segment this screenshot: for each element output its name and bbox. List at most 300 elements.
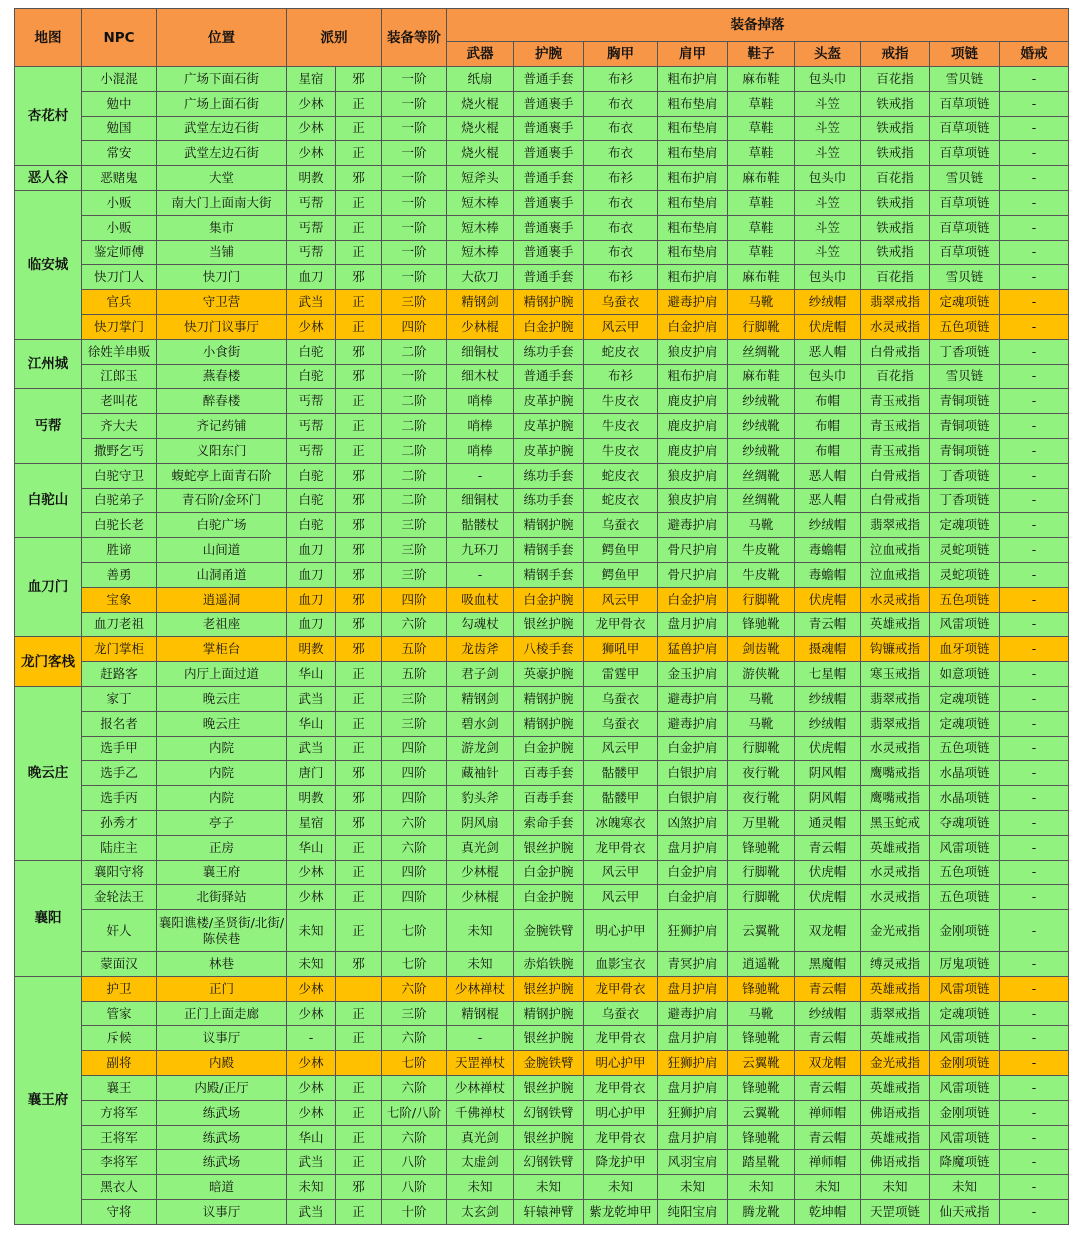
drop-ring-cell: 水灵戒指: [861, 736, 930, 761]
alignment-cell: 邪: [336, 562, 382, 587]
drop-helmet-cell: 双龙帽: [795, 910, 861, 952]
drop-chest-cell: 蛇皮衣: [584, 463, 658, 488]
equip-level-cell: 六阶: [382, 835, 447, 860]
drop-wedding-ring-cell: -: [1000, 1175, 1069, 1200]
table-row: [15, 67, 1069, 92]
sect-cell: 少林: [287, 885, 336, 910]
drop-shoes-cell: 麻布鞋: [728, 166, 795, 191]
drop-helmet-cell: 青云帽: [795, 976, 861, 1001]
drop-shoes-cell: 夜行靴: [728, 761, 795, 786]
drop-bracer-cell: 普通裹手: [514, 116, 584, 141]
location-cell: 广场上面石街: [157, 91, 287, 116]
location-cell: 广场下面石街: [157, 67, 287, 92]
drop-shoes-cell: 草鞋: [728, 141, 795, 166]
alignment-cell: 邪: [336, 166, 382, 191]
equip-level-cell: 一阶: [382, 364, 447, 389]
alignment-cell: 正: [336, 240, 382, 265]
drop-bracer-cell: 英豪护腕: [514, 662, 584, 687]
alignment-cell: 正: [336, 414, 382, 439]
drop-wedding-ring-cell: -: [1000, 438, 1069, 463]
drop-necklace-cell: 青铜项链: [930, 438, 1000, 463]
drop-shoes-cell: 剑齿靴: [728, 637, 795, 662]
drop-weapon-cell: 阴风扇: [447, 810, 514, 835]
drop-shoulder-cell: 避毒护肩: [658, 290, 728, 315]
drop-shoes-cell: 马靴: [728, 290, 795, 315]
drop-helmet-cell: 纱绒帽: [795, 711, 861, 736]
location-cell: 武堂左边石街: [157, 116, 287, 141]
drop-ring-cell: 英雄戒指: [861, 835, 930, 860]
drop-helmet-cell: 乾坤帽: [795, 1200, 861, 1225]
drop-chest-cell: 未知: [584, 1175, 658, 1200]
table-row: [15, 1001, 1069, 1026]
equip-level-cell: 十阶: [382, 1200, 447, 1225]
alignment-cell: 邪: [336, 1175, 382, 1200]
npc-name-cell: 勉国: [82, 116, 157, 141]
drop-weapon-cell: 精钢剑: [447, 686, 514, 711]
drop-wedding-ring-cell: -: [1000, 637, 1069, 662]
header-npc: NPC: [82, 9, 157, 67]
drop-chest-cell: 风云甲: [584, 885, 658, 910]
table-row: [15, 438, 1069, 463]
table-row: [15, 1026, 1069, 1051]
equip-level-cell: 六阶: [382, 976, 447, 1001]
drop-bracer-cell: 金腕铁臂: [514, 910, 584, 952]
drop-ring-cell: 钩镰戒指: [861, 637, 930, 662]
table-row: [15, 488, 1069, 513]
drop-chest-cell: 布衣: [584, 116, 658, 141]
map-name-cell: 临安城: [15, 190, 82, 339]
table-row: [15, 860, 1069, 885]
location-cell: 林巷: [157, 952, 287, 977]
drop-shoulder-cell: 未知: [658, 1175, 728, 1200]
drop-shoulder-cell: 白金护肩: [658, 587, 728, 612]
drop-wedding-ring-cell: -: [1000, 265, 1069, 290]
drop-shoes-cell: 云翼靴: [728, 910, 795, 952]
drop-bracer-cell: 幻钢铁臂: [514, 1100, 584, 1125]
alignment-cell: 正: [336, 1125, 382, 1150]
drop-chest-cell: 紫龙乾坤甲: [584, 1200, 658, 1225]
drop-bracer-cell: 银丝护腕: [514, 976, 584, 1001]
drop-necklace-cell: 金刚项链: [930, 1100, 1000, 1125]
drop-wedding-ring-cell: -: [1000, 513, 1069, 538]
drop-chest-cell: 风云甲: [584, 860, 658, 885]
drop-helmet-cell: 青云帽: [795, 1125, 861, 1150]
location-cell: 山洞甬道: [157, 562, 287, 587]
drop-helmet-cell: 布帽: [795, 389, 861, 414]
drop-necklace-cell: 降魔项链: [930, 1150, 1000, 1175]
equip-level-cell: 六阶: [382, 1076, 447, 1101]
drop-weapon-cell: 大砍刀: [447, 265, 514, 290]
drop-ring-cell: 英雄戒指: [861, 1076, 930, 1101]
equip-level-cell: 一阶: [382, 166, 447, 191]
header-location: 位置: [157, 9, 287, 67]
drop-wedding-ring-cell: -: [1000, 711, 1069, 736]
drop-chest-cell: 鳄鱼甲: [584, 538, 658, 563]
sect-cell: 血刀: [287, 562, 336, 587]
drop-weapon-cell: 未知: [447, 952, 514, 977]
npc-name-cell: 选手丙: [82, 786, 157, 811]
drop-shoes-cell: 马靴: [728, 1001, 795, 1026]
sect-cell: 武当: [287, 686, 336, 711]
table-row: [15, 339, 1069, 364]
drop-helmet-cell: 青云帽: [795, 612, 861, 637]
map-name-cell: 龙门客栈: [15, 637, 82, 687]
drop-weapon-cell: 未知: [447, 910, 514, 952]
drop-shoes-cell: 纱绒靴: [728, 438, 795, 463]
table-row: [15, 414, 1069, 439]
drop-bracer-cell: 练功手套: [514, 463, 584, 488]
drop-wedding-ring-cell: -: [1000, 1150, 1069, 1175]
npc-name-cell: 白驼长老: [82, 513, 157, 538]
location-cell: 逍遥洞: [157, 587, 287, 612]
alignment-cell: 正: [336, 835, 382, 860]
drop-necklace-cell: 雪贝链: [930, 265, 1000, 290]
drop-bracer-cell: 普通裹手: [514, 240, 584, 265]
npc-name-cell: 江郎玉: [82, 364, 157, 389]
equip-level-cell: 四阶: [382, 587, 447, 612]
drop-wedding-ring-cell: -: [1000, 414, 1069, 439]
drop-chest-cell: 风云甲: [584, 314, 658, 339]
drop-chest-cell: 降龙护甲: [584, 1150, 658, 1175]
drop-ring-cell: 百花指: [861, 67, 930, 92]
equip-level-cell: 一阶: [382, 91, 447, 116]
alignment-cell: 正: [336, 314, 382, 339]
npc-name-cell: 老叫花: [82, 389, 157, 414]
location-cell: 武堂左边石街: [157, 141, 287, 166]
drop-wedding-ring-cell: -: [1000, 587, 1069, 612]
sect-cell: 血刀: [287, 587, 336, 612]
drop-ring-cell: 未知: [861, 1175, 930, 1200]
alignment-cell: 正: [336, 1100, 382, 1125]
npc-name-cell: 快刀掌门: [82, 314, 157, 339]
location-cell: 义阳东门: [157, 438, 287, 463]
drop-ring-cell: 百花指: [861, 364, 930, 389]
location-cell: 燕春楼: [157, 364, 287, 389]
drop-helmet-cell: 摄魂帽: [795, 637, 861, 662]
drop-helmet-cell: 伏虎帽: [795, 860, 861, 885]
npc-name-cell: 方将军: [82, 1100, 157, 1125]
drop-chest-cell: 龙甲骨衣: [584, 1026, 658, 1051]
drop-shoes-cell: 丝绸靴: [728, 488, 795, 513]
drop-ring-cell: 水灵戒指: [861, 860, 930, 885]
drop-helmet-cell: 禅师帽: [795, 1150, 861, 1175]
drop-helmet-cell: 布帽: [795, 414, 861, 439]
drop-necklace-cell: 百草项链: [930, 91, 1000, 116]
sect-cell: 少林: [287, 141, 336, 166]
equip-level-cell: 八阶: [382, 1150, 447, 1175]
table-row: [15, 538, 1069, 563]
drop-shoes-cell: 万里靴: [728, 810, 795, 835]
sect-cell: 少林: [287, 314, 336, 339]
drop-helmet-cell: 斗笠: [795, 116, 861, 141]
drop-helmet-cell: 伏虎帽: [795, 885, 861, 910]
drop-shoes-cell: 夜行靴: [728, 786, 795, 811]
drop-wedding-ring-cell: -: [1000, 1076, 1069, 1101]
drop-bracer-cell: 普通手套: [514, 265, 584, 290]
equip-level-cell: 七阶: [382, 910, 447, 952]
drop-weapon-cell: 少林棍: [447, 860, 514, 885]
drop-necklace-cell: 百草项链: [930, 116, 1000, 141]
location-cell: 练武场: [157, 1100, 287, 1125]
drop-necklace-cell: 夺魂项链: [930, 810, 1000, 835]
equip-level-cell: 三阶: [382, 711, 447, 736]
drop-shoes-cell: 草鞋: [728, 116, 795, 141]
equip-level-cell: 六阶: [382, 1125, 447, 1150]
drop-ring-cell: 白骨戒指: [861, 488, 930, 513]
map-name-cell: 丐帮: [15, 389, 82, 463]
drop-wedding-ring-cell: -: [1000, 835, 1069, 860]
drop-wedding-ring-cell: -: [1000, 67, 1069, 92]
drop-bracer-cell: 白金护腕: [514, 736, 584, 761]
location-cell: 内院: [157, 761, 287, 786]
drop-ring-cell: 鹰嘴戒指: [861, 786, 930, 811]
drop-ring-cell: 翡翠戒指: [861, 711, 930, 736]
equip-level-cell: 六阶: [382, 612, 447, 637]
equip-level-cell: 二阶: [382, 438, 447, 463]
drop-necklace-cell: 定魂项链: [930, 686, 1000, 711]
drop-wedding-ring-cell: -: [1000, 1200, 1069, 1225]
table-row: [15, 513, 1069, 538]
location-cell: 小食街: [157, 339, 287, 364]
drop-necklace-cell: 风雷项链: [930, 612, 1000, 637]
table-row: [15, 1125, 1069, 1150]
drop-shoes-cell: 马靴: [728, 711, 795, 736]
drop-helmet-cell: 青云帽: [795, 835, 861, 860]
drop-shoes-cell: 牛皮靴: [728, 562, 795, 587]
alignment-cell: 正: [336, 91, 382, 116]
drop-shoes-cell: 锋驰靴: [728, 976, 795, 1001]
equip-level-cell: 一阶: [382, 215, 447, 240]
drop-chest-cell: 布衣: [584, 141, 658, 166]
drop-shoes-cell: 游侠靴: [728, 662, 795, 687]
drop-helmet-cell: 黑魔帽: [795, 952, 861, 977]
header-slot-bracer: 护腕: [514, 42, 584, 67]
table-row: [15, 612, 1069, 637]
drop-chest-cell: 鳄鱼甲: [584, 562, 658, 587]
drop-weapon-cell: 短斧头: [447, 166, 514, 191]
location-cell: 议事厅: [157, 1200, 287, 1225]
npc-name-cell: 小贩: [82, 215, 157, 240]
drop-necklace-cell: 灵蛇项链: [930, 538, 1000, 563]
drop-bracer-cell: 百毒手套: [514, 761, 584, 786]
npc-name-cell: 善勇: [82, 562, 157, 587]
drop-chest-cell: 布衫: [584, 67, 658, 92]
drop-ring-cell: 铁戒指: [861, 141, 930, 166]
header-slot-weapon: 武器: [447, 42, 514, 67]
sect-cell: 少林: [287, 860, 336, 885]
npc-name-cell: 王将军: [82, 1125, 157, 1150]
drop-helmet-cell: 伏虎帽: [795, 587, 861, 612]
drop-wedding-ring-cell: -: [1000, 810, 1069, 835]
equip-level-cell: 四阶: [382, 736, 447, 761]
drop-weapon-cell: 少林棍: [447, 885, 514, 910]
drop-ring-cell: 青玉戒指: [861, 389, 930, 414]
alignment-cell: 正: [336, 290, 382, 315]
drop-wedding-ring-cell: -: [1000, 786, 1069, 811]
table-row: [15, 637, 1069, 662]
drop-shoes-cell: 行脚靴: [728, 885, 795, 910]
drop-shoes-cell: 云翼靴: [728, 1051, 795, 1076]
equip-level-cell: 四阶: [382, 885, 447, 910]
equip-level-cell: 二阶: [382, 339, 447, 364]
drop-helmet-cell: 毒蟾帽: [795, 562, 861, 587]
sect-cell: 丐帮: [287, 215, 336, 240]
drop-wedding-ring-cell: -: [1000, 240, 1069, 265]
drop-shoulder-cell: 避毒护肩: [658, 711, 728, 736]
drop-bracer-cell: 八棱手套: [514, 637, 584, 662]
equip-level-cell: 四阶: [382, 860, 447, 885]
drop-shoulder-cell: 白银护肩: [658, 761, 728, 786]
drop-weapon-cell: 短木棒: [447, 240, 514, 265]
location-cell: 醉春楼: [157, 389, 287, 414]
sect-cell: 少林: [287, 976, 336, 1001]
drop-necklace-cell: 百草项链: [930, 141, 1000, 166]
npc-name-cell: 常安: [82, 141, 157, 166]
drop-wedding-ring-cell: -: [1000, 538, 1069, 563]
drop-necklace-cell: 定魂项链: [930, 711, 1000, 736]
location-cell: 蝮蛇亭上面青石阶: [157, 463, 287, 488]
drop-helmet-cell: 布帽: [795, 438, 861, 463]
drop-ring-cell: 佛语戒指: [861, 1150, 930, 1175]
table-row: [15, 116, 1069, 141]
npc-name-cell: 小混混: [82, 67, 157, 92]
drop-weapon-cell: -: [447, 562, 514, 587]
location-cell: 亭子: [157, 810, 287, 835]
drop-chest-cell: 骷髅甲: [584, 761, 658, 786]
table-row: [15, 1076, 1069, 1101]
npc-name-cell: 白驼守卫: [82, 463, 157, 488]
table-row: [15, 952, 1069, 977]
drop-helmet-cell: 禅师帽: [795, 1100, 861, 1125]
drop-necklace-cell: 水晶项链: [930, 761, 1000, 786]
npc-name-cell: 报名者: [82, 711, 157, 736]
drop-weapon-cell: -: [447, 1026, 514, 1051]
npc-name-cell: 选手乙: [82, 761, 157, 786]
drop-helmet-cell: 伏虎帽: [795, 314, 861, 339]
alignment-cell: 正: [336, 190, 382, 215]
table-row: [15, 364, 1069, 389]
drop-weapon-cell: 短木棒: [447, 190, 514, 215]
drop-chest-cell: 明心护甲: [584, 1100, 658, 1125]
drop-chest-cell: 龙甲骨衣: [584, 612, 658, 637]
table-row: [15, 761, 1069, 786]
npc-name-cell: 孙秀才: [82, 810, 157, 835]
drop-wedding-ring-cell: -: [1000, 562, 1069, 587]
drop-helmet-cell: 纱绒帽: [795, 513, 861, 538]
drop-ring-cell: 水灵戒指: [861, 314, 930, 339]
drop-chest-cell: 乌蚕衣: [584, 290, 658, 315]
sect-cell: 武当: [287, 1150, 336, 1175]
drop-shoulder-cell: 粗布护肩: [658, 166, 728, 191]
drop-shoulder-cell: 凶煞护肩: [658, 810, 728, 835]
drop-weapon-cell: 龙齿斧: [447, 637, 514, 662]
drop-shoulder-cell: 狼皮护肩: [658, 339, 728, 364]
drop-ring-cell: 英雄戒指: [861, 1125, 930, 1150]
table-row: [15, 835, 1069, 860]
drop-bracer-cell: 索命手套: [514, 810, 584, 835]
drop-wedding-ring-cell: -: [1000, 116, 1069, 141]
drop-helmet-cell: 斗笠: [795, 91, 861, 116]
drop-bracer-cell: 普通裹手: [514, 141, 584, 166]
drop-shoes-cell: 麻布鞋: [728, 364, 795, 389]
drop-shoulder-cell: 盘月护肩: [658, 1026, 728, 1051]
drop-weapon-cell: 碧水剑: [447, 711, 514, 736]
drop-shoulder-cell: 骨尺护肩: [658, 538, 728, 563]
drop-ring-cell: 翡翠戒指: [861, 513, 930, 538]
sect-cell: 少林: [287, 1051, 336, 1076]
equip-level-cell: 八阶: [382, 1175, 447, 1200]
drop-wedding-ring-cell: -: [1000, 1125, 1069, 1150]
drop-shoes-cell: 丝绸靴: [728, 339, 795, 364]
location-cell: 守卫营: [157, 290, 287, 315]
drop-necklace-cell: 丁香项链: [930, 339, 1000, 364]
table-row: [15, 190, 1069, 215]
npc-name-cell: 快刀门人: [82, 265, 157, 290]
alignment-cell: 正: [336, 1150, 382, 1175]
alignment-cell: 邪: [336, 612, 382, 637]
alignment-cell: 正: [336, 389, 382, 414]
drop-shoes-cell: 草鞋: [728, 91, 795, 116]
drop-helmet-cell: 斗笠: [795, 215, 861, 240]
table-row: [15, 1200, 1069, 1225]
map-name-cell: 恶人谷: [15, 166, 82, 191]
drop-shoes-cell: 纱绒靴: [728, 414, 795, 439]
drop-wedding-ring-cell: -: [1000, 686, 1069, 711]
location-cell: 内厅上面过道: [157, 662, 287, 687]
drop-bracer-cell: 精钢手套: [514, 538, 584, 563]
drop-weapon-cell: 细木杖: [447, 364, 514, 389]
drop-necklace-cell: 雪贝链: [930, 364, 1000, 389]
drop-necklace-cell: 百草项链: [930, 240, 1000, 265]
drop-necklace-cell: 定魂项链: [930, 290, 1000, 315]
table-row: [15, 1175, 1069, 1200]
location-cell: 内殿: [157, 1051, 287, 1076]
drop-chest-cell: 风云甲: [584, 736, 658, 761]
drop-shoes-cell: 麻布鞋: [728, 265, 795, 290]
drop-shoulder-cell: 猛兽护肩: [658, 637, 728, 662]
npc-name-cell: 勉中: [82, 91, 157, 116]
drop-ring-cell: 寒玉戒指: [861, 662, 930, 687]
location-cell: 掌柜台: [157, 637, 287, 662]
table-row: [15, 786, 1069, 811]
drop-shoes-cell: 行脚靴: [728, 314, 795, 339]
sect-cell: 少林: [287, 1001, 336, 1026]
drop-ring-cell: 英雄戒指: [861, 612, 930, 637]
drop-shoulder-cell: 盘月护肩: [658, 1125, 728, 1150]
drop-shoulder-cell: 白金护肩: [658, 885, 728, 910]
table-row: [15, 290, 1069, 315]
table-row: [15, 166, 1069, 191]
drop-helmet-cell: 斗笠: [795, 190, 861, 215]
drop-bracer-cell: 精钢手套: [514, 562, 584, 587]
map-name-cell: 襄王府: [15, 976, 82, 1224]
drop-wedding-ring-cell: -: [1000, 1100, 1069, 1125]
drop-necklace-cell: 五色项链: [930, 587, 1000, 612]
drop-shoes-cell: 云翼靴: [728, 1100, 795, 1125]
drop-shoes-cell: 腾龙靴: [728, 1200, 795, 1225]
map-name-cell: 晚云庄: [15, 686, 82, 860]
drop-helmet-cell: 七星帽: [795, 662, 861, 687]
drop-ring-cell: 天罡项链: [861, 1200, 930, 1225]
drop-ring-cell: 佛语戒指: [861, 1100, 930, 1125]
location-cell: 南大门上面南大街: [157, 190, 287, 215]
sect-cell: 星宿: [287, 810, 336, 835]
drop-weapon-cell: 哨棒: [447, 414, 514, 439]
drop-weapon-cell: 烧火棍: [447, 141, 514, 166]
drop-helmet-cell: 包头巾: [795, 265, 861, 290]
drop-weapon-cell: -: [447, 463, 514, 488]
header-faction: 派别: [287, 9, 382, 67]
